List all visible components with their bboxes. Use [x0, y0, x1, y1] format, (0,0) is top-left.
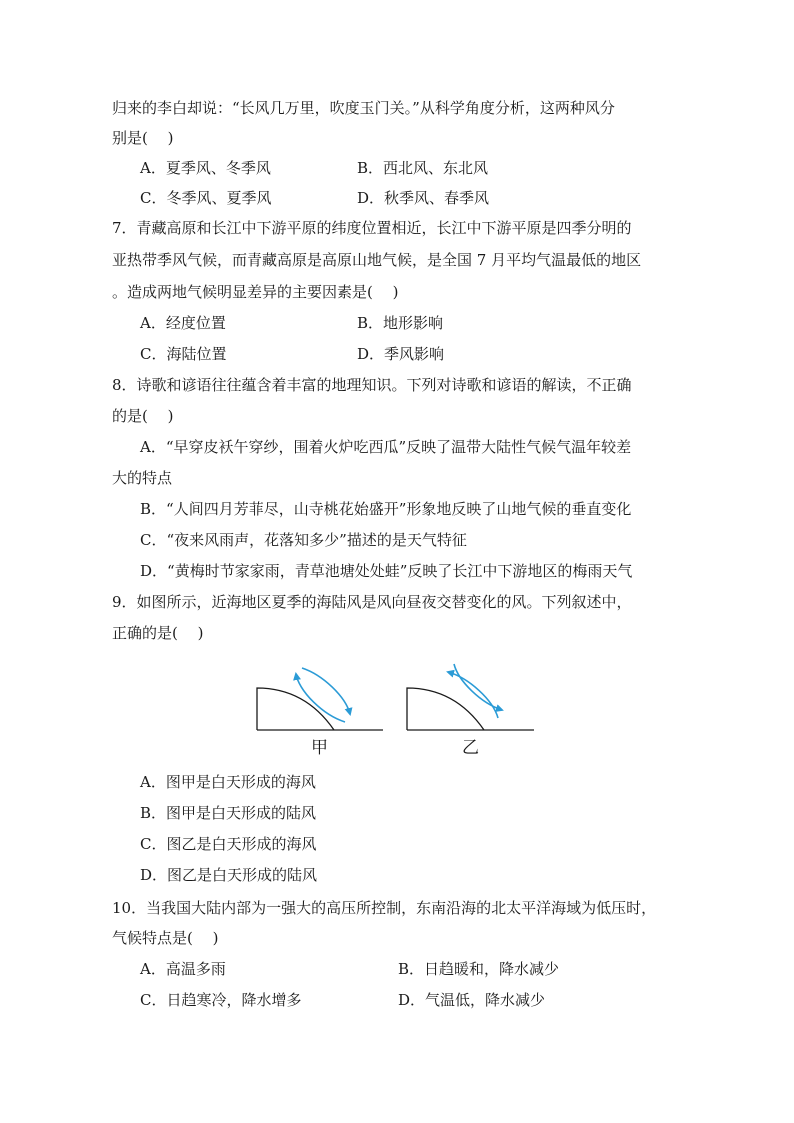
q8-option-b[interactable]: B．“人间四月芳菲尽，山寺桃花始盛开”形象地反映了山地气候的垂直变化 — [140, 500, 632, 518]
q9-option-c[interactable]: C．图乙是白天形成的海风 — [140, 835, 317, 853]
q10-option-b[interactable]: B．日趋暖和，降水减少 — [398, 960, 560, 978]
q8-option-a-line1[interactable]: A．“早穿皮袄午穿纱，围着火炉吃西瓜”反映了温带大陆性气候气温年较差 — [140, 438, 632, 456]
circulation-arrow-jia-lower — [296, 674, 345, 722]
q8-option-d[interactable]: D．“黄梅时节家家雨，青草池塘处处蛙”反映了长江中下游地区的梅雨天气 — [140, 562, 633, 580]
q7-stem-line3: 。造成两地气候明显差异的主要因素是( ) — [112, 283, 399, 301]
q9-stem-line1: 9．如图所示，近海地区夏季的海陆风是风向昼夜交替变化的风。下列叙述中， — [112, 593, 632, 611]
q10-option-c[interactable]: C．日趋寒冷，降水增多 — [140, 991, 302, 1009]
q6-stem-line2: 别是( ) — [112, 129, 174, 147]
q7-option-b[interactable]: B．地形影响 — [357, 314, 444, 332]
q10-option-a[interactable]: A．高温多雨 — [140, 960, 226, 978]
circulation-arrow-yi-upper — [448, 672, 498, 718]
q8-option-a-line2[interactable]: 大的特点 — [112, 469, 173, 487]
figure-label-jia: 甲 — [311, 738, 328, 758]
q9-option-a[interactable]: A．图甲是白天形成的海风 — [140, 773, 316, 791]
q10-stem-line1: 10．当我国大陆内部为一强大的高压所控制，东南沿海的北太平洋海域为低压时， — [112, 899, 657, 917]
circulation-arrow-yi-lower — [454, 664, 502, 710]
q6-stem-line1: 归来的李白却说：“长风几万里，吹度玉门关。”从科学角度分析，这两种风分 — [112, 99, 615, 117]
panel-yi — [407, 664, 534, 730]
q9-option-b[interactable]: B．图甲是白天形成的陆风 — [140, 804, 317, 822]
figure-label-yi: 乙 — [462, 738, 479, 758]
circulation-arrow-jia-upper — [302, 668, 350, 714]
q10-stem-line2: 气候特点是( ) — [112, 929, 219, 947]
q9-stem-line2: 正确的是( ) — [112, 624, 204, 642]
q7-stem-line1: 7．青藏高原和长江中下游平原的纬度位置相近，长江中下游平原是四季分明的 — [112, 219, 632, 237]
q6-option-d[interactable]: D．秋季风、春季风 — [357, 189, 490, 207]
q8-option-c[interactable]: C．“夜来风雨声，花落知多少”描述的是天气特征 — [140, 531, 467, 549]
q9-option-d[interactable]: D．图乙是白天形成的陆风 — [140, 866, 318, 884]
q7-stem-line2: 亚热带季风气候，而青藏高原是高原山地气候，是全国 7 月平均气温最低的地区 — [112, 251, 642, 269]
q7-option-a[interactable]: A．经度位置 — [140, 314, 226, 332]
q6-option-c[interactable]: C．冬季风、夏季风 — [140, 189, 272, 207]
sea-land-breeze-diagram — [250, 652, 550, 762]
q8-stem-line1: 8．诗歌和谚语往往蕴含着丰富的地理知识。下列对诗歌和谚语的解读，不正确 — [112, 376, 632, 394]
panel-jia — [257, 668, 383, 730]
q10-option-d[interactable]: D．气温低，降水减少 — [398, 991, 546, 1009]
q7-option-c[interactable]: C．海陆位置 — [140, 345, 227, 363]
q6-option-b[interactable]: B．西北风、东北风 — [357, 159, 489, 177]
q8-stem-line2: 的是( ) — [112, 407, 174, 425]
q7-option-d[interactable]: D．季风影响 — [357, 345, 445, 363]
q6-option-a[interactable]: A．夏季风、冬季风 — [140, 159, 271, 177]
land-slope-yi — [407, 688, 484, 730]
sea-land-breeze-figure — [250, 652, 550, 762]
